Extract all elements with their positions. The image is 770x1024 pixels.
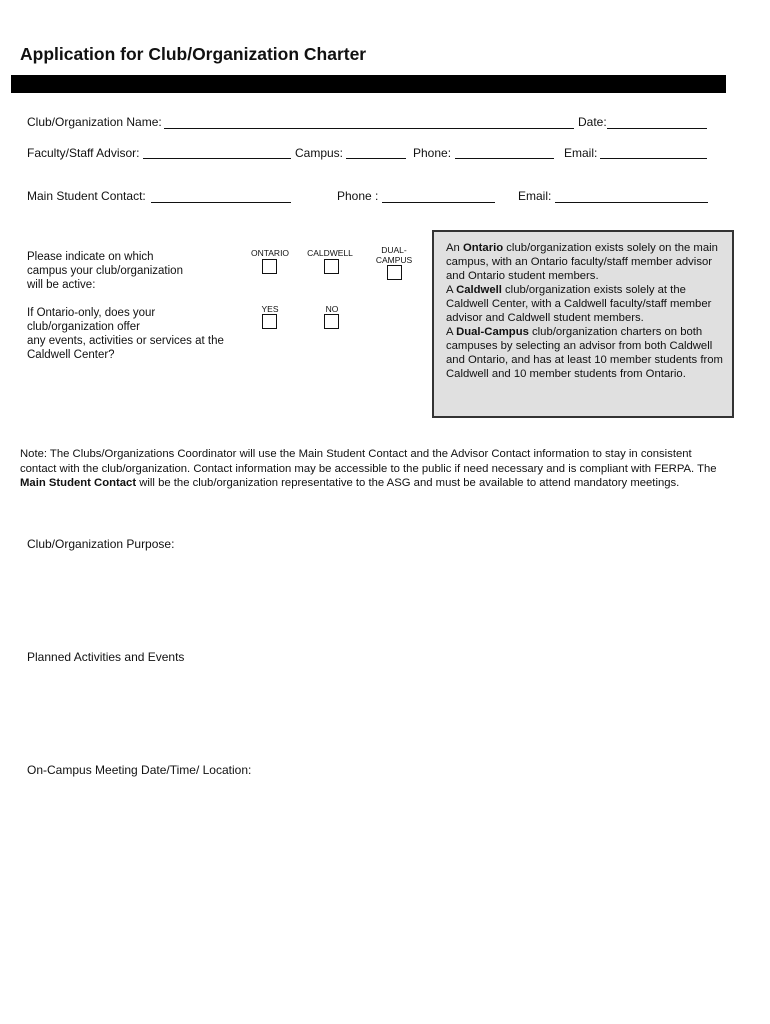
main-contact-field[interactable]: [151, 202, 291, 203]
org-name-field[interactable]: [164, 128, 574, 129]
campus-field[interactable]: [346, 158, 406, 159]
org-name-label: Club/Organization Name:: [27, 115, 162, 129]
meeting-label: On-Campus Meeting Date/Time/ Location:: [27, 763, 252, 777]
contact-email-field[interactable]: [555, 202, 708, 203]
ontario-question: If Ontario-only, does your club/organization offer any events, activities or services at the Caldwell Center?: [27, 307, 224, 361]
info-ontario: An Ontario club/organization exists solely on the main campus, with an Ontario faculty/staff member advisor and Ontario student members.: [446, 242, 718, 282]
date-label: Date:: [578, 115, 607, 129]
dual-campus-option-label: DUAL- CAMPUS: [375, 245, 413, 265]
dual-campus-checkbox[interactable]: [387, 265, 402, 280]
yes-checkbox[interactable]: [262, 314, 277, 329]
info-dual-campus: A Dual-Campus club/organization charters on both campuses by selecting an advisor from both Caldwell and Ontario, and has at least 10 member students from Caldwell and 10 member students from Ontario.: [446, 326, 723, 380]
contact-phone-label: Phone :: [337, 189, 379, 203]
contact-email-label: Email:: [518, 189, 552, 203]
phone-label: Phone:: [413, 146, 452, 160]
activities-label: Planned Activities and Events: [27, 650, 185, 664]
header-bar: [11, 75, 726, 93]
caldwell-option-label: CALDWELL: [307, 248, 353, 258]
ontario-checkbox[interactable]: [262, 259, 277, 274]
contact-phone-field[interactable]: [382, 202, 495, 203]
campus-info-box: [432, 230, 734, 418]
campus-label: Campus:: [295, 146, 344, 160]
no-checkbox[interactable]: [324, 314, 339, 329]
phone-field[interactable]: [455, 158, 554, 159]
ontario-option-label: ONTARIO: [250, 248, 290, 258]
email-field[interactable]: [600, 158, 707, 159]
campus-question: Please indicate on which campus your club/organization will be active:: [27, 251, 183, 291]
no-option-label: NO: [325, 304, 339, 314]
purpose-label: Club/Organization Purpose:: [27, 537, 175, 551]
caldwell-checkbox[interactable]: [324, 259, 339, 274]
advisor-field[interactable]: [143, 158, 291, 159]
email-label: Email:: [564, 146, 598, 160]
main-contact-label: Main Student Contact:: [27, 189, 146, 203]
page-title: Application for Club/Organization Charter: [20, 44, 367, 64]
date-field[interactable]: [607, 128, 707, 129]
advisor-label: Faculty/Staff Advisor:: [27, 146, 140, 160]
info-caldwell: A Caldwell club/organization exists solely at the Caldwell Center, with a Caldwell faculty/staff member advisor and Caldwell student members.: [446, 284, 712, 324]
contact-note: Note: The Clubs/Organizations Coordinator will use the Main Student Contact and the Advisor Contact information to stay in consistent contact with the club/organization. Contact information may be accessible to the public if need necessary and is compliant with FERPA. The Main Student Contact will be the club/organization representative to the ASG and must be available to attend mandatory meetings.: [20, 448, 717, 490]
yes-option-label: YES: [261, 304, 279, 314]
